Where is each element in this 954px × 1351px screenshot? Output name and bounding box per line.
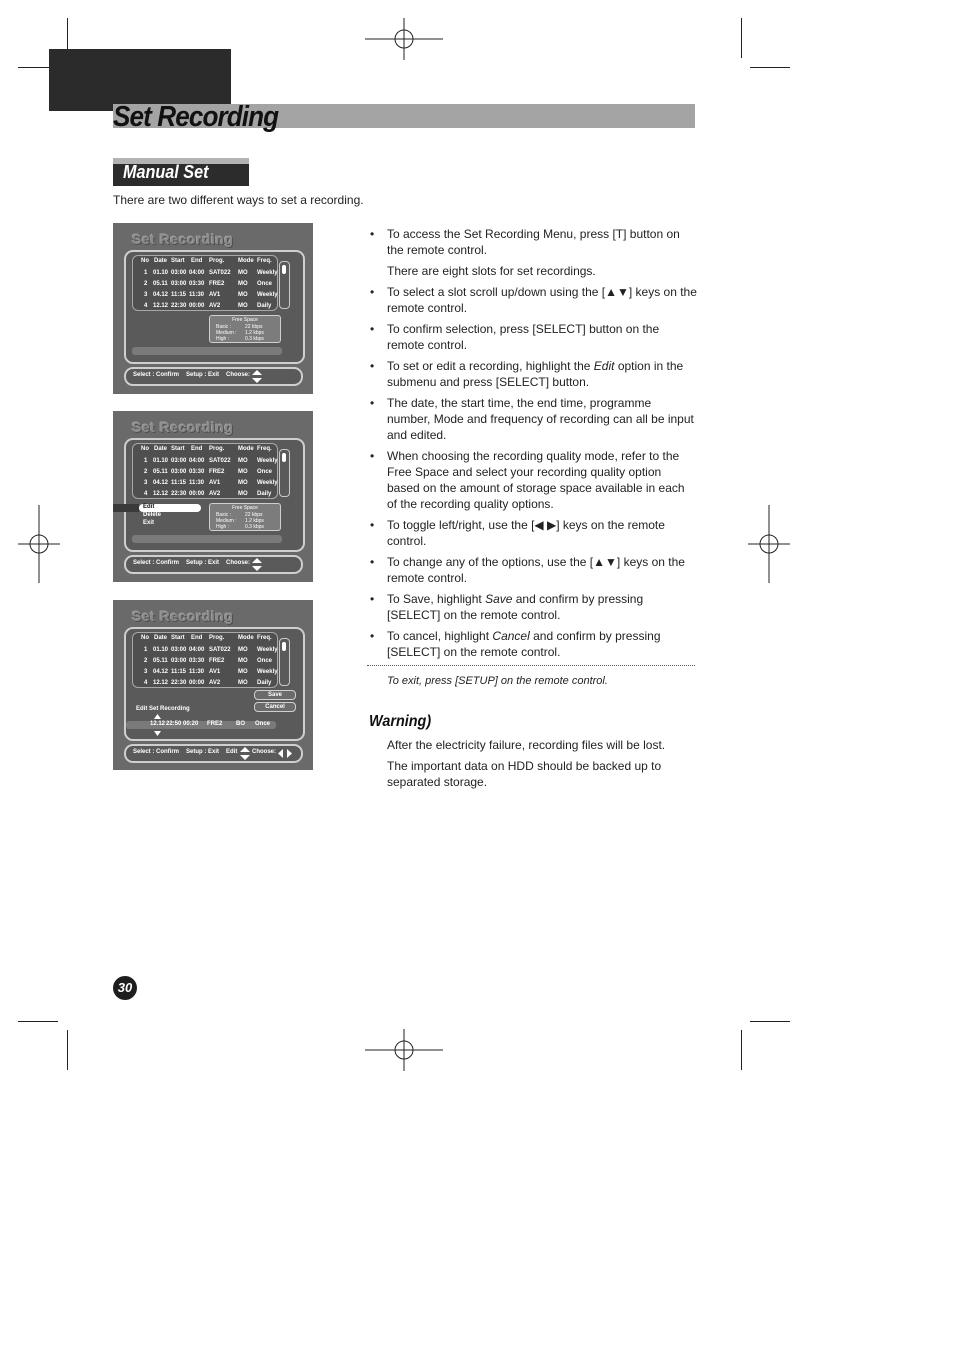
bullet-text: To access the Set Recording Menu, press [T] button on the remote control. [387,227,680,257]
row-start: 11:15 [171,669,187,675]
status-setup: Setup : Exit [186,372,220,378]
free-medium-label: Medium : [216,518,237,524]
bullet-text: To select a slot scroll up/down using the [▲▼] keys on the remote control. [387,285,697,315]
row-freq: Daily [257,491,272,497]
list-item [367,284,697,316]
row-end: 04:00 [189,647,205,653]
row-start: 11:15 [171,480,187,486]
row-date: 12.12 [153,491,169,497]
row-prog: AV1 [209,480,221,486]
col-start: Start [171,446,185,452]
submenu [139,504,201,530]
submenu-item-edit[interactable] [139,504,201,512]
row-freq: Weekly [257,292,278,298]
edit-date[interactable]: 12.12 [150,721,166,727]
row-prog: AV2 [209,680,221,686]
recording-table [132,632,278,688]
registration-mark-top [365,18,443,60]
row-date: 04.12 [153,669,169,675]
row-end: 03:30 [189,281,205,287]
warning-text-2: The important data on HDD should be backed up to separated storage. [387,759,662,789]
row-start: 03:00 [171,469,187,475]
row-freq: Once [257,281,273,287]
col-no: No [141,446,149,452]
status-bar [124,367,303,386]
row-end: 03:30 [189,658,205,664]
row-start: 22:30 [171,491,187,497]
edit-row[interactable] [126,721,276,729]
up-down-arrows-icon [252,370,262,383]
col-end: End [191,258,203,264]
row-freq: Weekly [257,458,278,464]
status-setup: Setup : Exit [186,749,220,755]
page-number: 30 [113,976,137,1000]
status-choose: Choose: [226,560,250,566]
free-medium-value: 1.2 kbps [245,330,264,336]
scrollbar[interactable] [279,449,290,497]
col-prog: Prog. [209,635,225,641]
status-select: Select : Confirm [133,749,180,755]
up-down-arrows-icon [252,558,262,571]
row-end: 04:00 [189,270,205,276]
free-space-title: Free Space [232,317,258,323]
row-no: 4 [144,491,148,497]
status-setup: Setup : Exit [186,560,220,566]
status-select: Select : Confirm [133,372,180,378]
edit-end[interactable]: 00:20 [183,721,199,727]
free-high-label: High : [216,336,230,342]
row-date: 01.10 [153,458,169,464]
bullet-text: To change any of the options, use the [▲▼] keys on the remote control. [387,555,685,585]
list-item [367,448,697,512]
row-no: 4 [144,303,148,309]
free-basic-label: Basic : [216,512,232,518]
col-end: End [191,635,203,641]
free-medium-label: Medium : [216,330,237,336]
instruction-list [367,226,697,665]
row-prog: AV2 [209,491,221,497]
bullet-text: To set or edit a recording, highlight the [387,359,594,373]
bullet-text: To cancel, highlight [387,629,493,643]
col-end: End [191,446,203,452]
row-freq: Daily [257,303,272,309]
row-mode: MO [238,458,248,464]
scrollbar[interactable] [279,261,290,309]
bullet-text: and confirm by pressing [SELECT] on the remote control. [387,629,661,659]
bullet-text: option in the submenu and press [SELECT] button. [387,359,684,389]
left-right-arrows-icon [278,747,292,760]
row-end: 11:30 [189,292,205,298]
row-end: 00:00 [189,303,205,309]
row-prog: AV1 [209,669,221,675]
bullet-text: There are eight slots for set recordings. [387,264,596,278]
col-date: Date [154,635,168,641]
warning-title: Warning) [369,713,432,730]
edit-set-recording-label: Edit Set Recording [136,706,190,712]
recording-table [132,443,278,499]
row-end: 11:30 [189,480,205,486]
screen-title: Set Recording [132,419,234,435]
divider [367,665,695,666]
col-date: Date [154,446,168,452]
col-no: No [141,635,149,641]
row-prog: AV2 [209,303,221,309]
list-item [367,628,697,660]
screen-title: Set Recording [132,608,234,624]
row-date: 04.12 [153,292,169,298]
row-mode: MO [238,480,248,486]
scrollbar-thumb[interactable] [282,642,286,651]
bullet-emphasis: Cancel [492,629,530,643]
free-medium-value: 1.2 kbps [245,518,264,524]
screen-title: Set Recording [132,231,234,247]
bullet-text: The date, the start time, the end time, programme number, Mode and frequency of recording can all be input and edited. [387,396,694,442]
row-end: 04:00 [189,458,205,464]
exit-note: To exit, press [SETUP] on the remote control. [387,675,608,687]
row-mode: MO [238,281,248,287]
col-mode: Mode [238,258,254,264]
row-prog: AV1 [209,292,221,298]
bullet-text: When choosing the recording quality mode, refer to the Free Space and select your recording quality option based on the amount of storage space available in each of the recording quality options. [387,449,685,511]
row-start: 11:15 [171,292,187,298]
col-no: No [141,258,149,264]
row-no: 4 [144,680,148,686]
edit-freq[interactable]: Once [255,721,271,727]
recording-panel [124,438,305,552]
row-prog: SAT022 [209,647,231,653]
row-mode: MO [238,469,248,475]
col-prog: Prog. [209,258,225,264]
save-button[interactable]: Save [254,690,296,700]
bullet-text: To Save, highlight [387,592,486,606]
status-select: Select : Confirm [133,560,180,566]
row-mode: MO [238,647,248,653]
row-mode: MO [238,270,248,276]
row-no: 1 [144,270,148,276]
col-mode: Mode [238,446,254,452]
col-freq: Freq. [257,446,272,452]
bottom-strip [132,535,282,543]
row-mode: MO [238,303,248,309]
status-bar [124,744,303,763]
col-freq: Freq. [257,258,272,264]
row-no: 3 [144,292,148,298]
row-prog: FRE2 [209,658,225,664]
row-no: 2 [144,658,148,664]
row-start: 22:30 [171,680,187,686]
row-mode: MO [238,658,248,664]
row-start: 03:00 [171,270,187,276]
list-item [367,395,697,443]
row-no: 1 [144,458,148,464]
row-prog: SAT022 [209,458,231,464]
free-high-value: 0.3 kbps [245,336,264,342]
row-date: 05.11 [153,469,168,475]
row-no: 2 [144,469,148,475]
status-choose: Choose: [226,372,250,378]
screen-edit [113,600,313,770]
row-date: 01.10 [153,647,169,653]
submenu-pointer [113,504,139,512]
up-arrow-icon [154,714,161,719]
registration-mark-left [18,505,60,583]
row-freq: Weekly [257,647,278,653]
free-space-box [209,503,281,531]
row-prog: SAT022 [209,270,231,276]
list-item [367,358,697,390]
page-title: Set Recording [113,101,279,133]
scrollbar-thumb[interactable] [282,265,286,274]
status-bar [124,555,303,574]
row-freq: Once [257,658,273,664]
bottom-strip [132,347,282,355]
scrollbar-thumb[interactable] [282,453,286,462]
row-no: 3 [144,669,148,675]
intro-text: There are two different ways to set a recording. [113,193,364,207]
scrollbar[interactable] [279,638,290,686]
submenu-item-exit[interactable]: Exit [143,520,155,526]
row-date: 01.10 [153,270,169,276]
row-start: 03:00 [171,281,187,287]
recording-panel [124,250,305,364]
free-space-title: Free Space [232,505,258,511]
free-space-box [209,315,281,343]
row-date: 05.11 [153,658,168,664]
col-freq: Freq. [257,635,272,641]
down-arrow-icon [154,731,161,736]
free-high-label: High : [216,524,230,530]
cancel-button[interactable]: Cancel [254,702,296,712]
status-edit: Edit [226,749,238,755]
list-item [367,591,697,623]
bullet-text: To confirm selection, press [SELECT] button on the remote control. [387,322,660,352]
col-mode: Mode [238,635,254,641]
row-freq: Weekly [257,270,278,276]
row-date: 05.11 [153,281,168,287]
row-freq: Daily [257,680,272,686]
screen-recording-list [113,223,313,394]
list-item [367,226,697,258]
submenu-edit-label: Edit [143,504,155,510]
row-end: 00:00 [189,680,205,686]
bullet-text: and confirm by pressing [SELECT] on the remote control. [387,592,644,622]
status-choose: Choose: [252,749,276,755]
screen-submenu [113,411,313,582]
row-no: 3 [144,480,148,486]
list-item [367,517,697,549]
section-subtitle: Manual Set [123,162,209,182]
warning-text-1: After the electricity failure, recording files will be lost. [387,738,666,752]
row-mode: MO [238,292,248,298]
free-basic-value: 22 kbps [245,512,263,518]
row-start: 22:30 [171,303,187,309]
row-end: 11:30 [189,669,205,675]
list-item [367,554,697,586]
bullet-emphasis: Save [485,592,513,606]
row-start: 03:00 [171,458,187,464]
row-mode: MO [238,491,248,497]
registration-mark-bottom [365,1029,443,1071]
bullet-emphasis: Edit [593,359,615,373]
row-prog: FRE2 [209,469,225,475]
row-date: 12.12 [153,303,169,309]
col-date: Date [154,258,168,264]
row-date: 04.12 [153,480,169,486]
up-down-arrows-icon [240,747,250,760]
row-freq: Weekly [257,669,278,675]
edit-mode[interactable]: BO [236,721,245,727]
row-start: 03:00 [171,658,187,664]
row-start: 03:00 [171,647,187,653]
bullet-text: To toggle left/right, use the [◀ ▶] keys on the remote control. [387,518,665,548]
edit-start[interactable]: 22:50 [166,721,182,727]
list-item [367,321,697,353]
free-high-value: 0.3 kbps [245,524,264,530]
recording-table [132,255,278,311]
row-prog: FRE2 [209,281,225,287]
row-end: 03:30 [189,469,205,475]
row-mode: MO [238,669,248,675]
col-prog: Prog. [209,446,225,452]
free-basic-label: Basic : [216,324,232,330]
edit-prog[interactable]: FRE2 [207,721,223,727]
row-mode: MO [238,680,248,686]
col-start: Start [171,258,185,264]
col-start: Start [171,635,185,641]
row-date: 12.12 [153,680,169,686]
row-end: 00:00 [189,491,205,497]
row-no: 2 [144,281,148,287]
recording-panel [124,627,305,741]
row-freq: Once [257,469,273,475]
free-basic-value: 22 kbps [245,324,263,330]
registration-mark-right [748,505,790,583]
submenu-item-delete[interactable]: Delete [143,512,162,518]
row-no: 1 [144,647,148,653]
list-item [367,263,697,279]
row-freq: Weekly [257,480,278,486]
